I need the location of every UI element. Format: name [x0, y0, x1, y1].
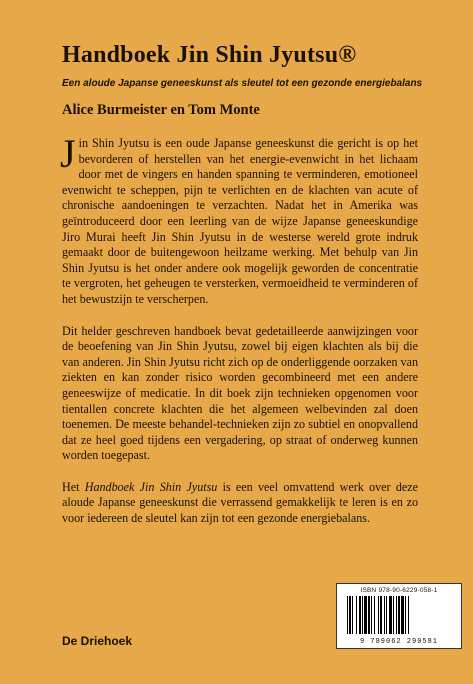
blurb-paragraph-1	[60, 131, 418, 308]
barcode-gap	[409, 596, 410, 634]
book-subtitle: Een aloude Japanse geneeskunst als sleutel tot een gezonde energiebalans	[62, 78, 423, 89]
barcode-number: 9 789062 290581	[359, 638, 438, 646]
blurb-paragraph-3	[62, 480, 418, 527]
publisher-name: De Driehoek	[62, 634, 133, 648]
blurb-paragraph-3-end: is een veel omvattend werk over deze aloude Japanse geneeskunst die verrassend gemakkelijk te leren is en zo voor iedereen de sleutel kan zijn tot een gezonde energiebalans.	[62, 479, 418, 526]
blurb	[60, 131, 418, 543]
drop-cap: J	[60, 131, 76, 176]
book-authors: Alice Burmeister en Tom Monte	[62, 102, 260, 118]
blurb-paragraph-3-start: Het	[62, 479, 85, 494]
blurb-paragraph-1-text: in Shin Jyutsu is een oude Japanse geneeskunst die gericht is op het bevorderen of herstellen van het energie-evenwicht in het lichaam door met de vingers en handen spanning te verminderen, emotioneel evenwicht te scheppen, pijn te verlichten en de klachten van acute of chronische aandoeningen te verzachten. Nadat het in Amerika was geïntroduceerd door een leerling van de wijze Japanse geneeskundige Jiro Murai heeft Jin Shin Jyutsu in de westerse wereld grote indruk gemaakt door de buitengewoon heilzame werking. Met behulp van Jin Shin Jyutsu is het onder andere ook mogelijk geworden de concentratie te vergroten, het geheugen te versterken, vermoeidheid te verminderen of het bewustzijn te verscherpen.	[62, 136, 418, 306]
book-title: Handboek Jin Shin Jyutsu®	[62, 42, 357, 68]
barcode-bars-icon	[347, 596, 455, 634]
blurb-paragraph-2: Dit helder geschreven handboek bevat gedetailleerde aanwijzingen voor de beoefening van Jin Shin Jyutsu, zowel bij eigen klachten als bij die van anderen. Jin Shin Jyutsu richt zich op de onderliggende oorzaken van ziekten en kan zonder risico worden gecombineerd met een andere geneeswijze of medicatie. In dit boek zijn technieken opgenomen voor tientallen concrete klachten die het algemeen welbevinden zal doen toenemen. De meeste behandel-technieken zijn zo subtiel en onopvallend dat ze heel goed tijdens een vergadering, op straat of onderweg kunnen worden toegepast.	[62, 323, 418, 463]
isbn-text: ISBN 978-90-6229-058-1	[360, 587, 438, 594]
isbn-barcode	[336, 583, 462, 649]
blurb-book-title-italic: Handboek Jin Shin Jyutsu	[84, 479, 218, 494]
